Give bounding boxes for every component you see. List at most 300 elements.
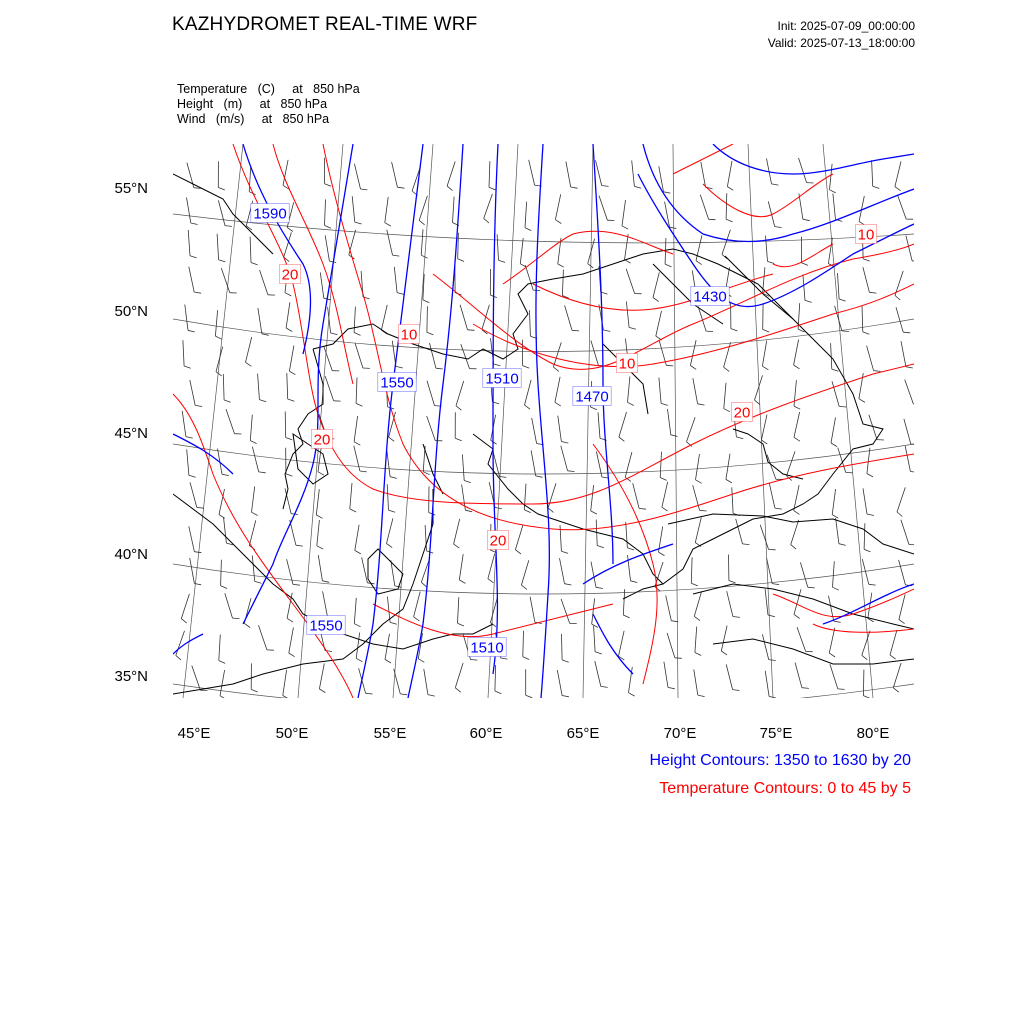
wind-barb	[700, 195, 708, 220]
wind-barb-feather	[471, 660, 478, 661]
lon-label-45: 45°E	[177, 725, 211, 742]
wind-barb-feather	[219, 260, 226, 262]
wind-barb-feather	[666, 365, 673, 366]
wind-barb-feather	[794, 614, 800, 618]
wind-barb-feather	[668, 687, 675, 688]
wind-barb	[832, 489, 835, 515]
wind-barb-feather	[698, 695, 705, 697]
valid-time: Valid: 2025-07-13_18:00:00	[767, 36, 915, 50]
wind-barb-feather	[670, 227, 677, 228]
wind-barb-feather	[591, 511, 597, 514]
wind-barb-feather	[726, 219, 733, 222]
wind-barb	[555, 377, 560, 403]
wind-barb	[387, 484, 388, 510]
wind-barb	[252, 447, 258, 472]
height-contour-label: 1510	[485, 370, 519, 388]
wind-barb	[453, 197, 455, 223]
height-contour-label: 1550	[309, 617, 343, 635]
wind-barb-feather	[286, 438, 293, 440]
height-contour-label: 1470	[575, 388, 609, 406]
wind-barb-feather	[190, 256, 197, 258]
wind-barb-feather	[590, 407, 596, 410]
wind-barb-feather	[287, 618, 293, 622]
wind-barb	[460, 305, 467, 330]
wind-barb	[427, 306, 428, 332]
wind-barb	[901, 520, 909, 545]
wind-barb-feather	[768, 261, 775, 263]
wind-barb	[459, 554, 463, 580]
wind-barb-feather	[195, 405, 202, 406]
wind-barb-feather	[219, 515, 225, 519]
wind-barb	[392, 162, 398, 187]
wind-barb-feather	[225, 226, 232, 227]
wind-barb	[226, 409, 235, 434]
wind-barb	[666, 595, 672, 620]
init-time: Init: 2025-07-09_00:00:00	[777, 19, 915, 33]
wind-barb	[724, 342, 731, 367]
wind-barb-feather	[464, 481, 471, 483]
wind-barb-feather	[733, 690, 740, 691]
wind-barb	[893, 663, 901, 688]
wind-barb-feather	[831, 443, 837, 447]
wind-barb	[548, 483, 556, 508]
wind-barb-feather	[803, 219, 810, 221]
wind-barb-feather	[743, 544, 750, 545]
wind-barb	[626, 269, 634, 294]
wind-barb	[863, 670, 864, 696]
wind-barb-feather	[595, 652, 602, 654]
lat-label-35: 35°N	[114, 668, 148, 685]
wind-barb	[285, 412, 286, 438]
wind-barb	[484, 194, 493, 219]
wind-barb	[799, 158, 807, 183]
wind-barb	[864, 523, 865, 549]
wind-barb	[387, 518, 393, 543]
wind-barb	[905, 380, 914, 405]
wind-barb-feather	[184, 366, 191, 368]
wind-barb-feather	[250, 441, 256, 444]
wind-barb-feather	[601, 686, 608, 687]
wind-barb-feather	[293, 584, 300, 585]
wind-barb	[252, 556, 254, 582]
wind-barb	[325, 235, 329, 261]
wind-barb-feather	[421, 255, 427, 258]
wind-barb-feather	[219, 661, 225, 664]
wind-barb-feather	[499, 260, 506, 262]
wind-barb	[803, 275, 805, 301]
wind-barb	[732, 487, 733, 513]
wind-barb-feather	[627, 548, 634, 550]
wind-barb	[904, 419, 911, 444]
wind-barb	[695, 517, 701, 542]
wind-barb-feather	[523, 657, 529, 660]
wind-barb-feather	[397, 187, 404, 188]
wind-barb	[529, 160, 535, 185]
wind-barb	[833, 194, 836, 220]
wind-barb	[591, 485, 594, 511]
wind-barb	[249, 520, 256, 545]
wind-barb	[525, 202, 527, 228]
wind-barb	[899, 560, 906, 585]
wind-barb	[355, 525, 359, 551]
wind-barb-feather	[397, 293, 404, 295]
wind-barb-feather	[724, 409, 730, 412]
wind-barb-feather	[568, 471, 575, 472]
wind-barb	[794, 380, 796, 406]
wind-barb	[352, 196, 355, 222]
wind-barb	[633, 483, 639, 508]
temperature-contour-label: 20	[313, 431, 331, 449]
wind-barb-feather	[863, 259, 870, 261]
wind-barb-feather	[325, 225, 331, 228]
wind-barb	[424, 669, 428, 695]
wind-barb	[832, 381, 839, 406]
wind-barb-feather	[501, 658, 508, 659]
wind-barb-feather	[361, 189, 368, 190]
wind-barb	[394, 669, 401, 694]
wind-barb-feather	[548, 508, 553, 512]
wind-barb-feather	[389, 437, 395, 441]
wind-barb-feather	[838, 689, 845, 690]
wind-barb	[356, 377, 357, 403]
height-contours	[173, 144, 914, 698]
wind-barb-feather	[763, 329, 770, 332]
wind-barb	[619, 631, 625, 656]
wind-barb	[355, 343, 363, 368]
wind-barb	[594, 626, 596, 652]
wind-barb	[530, 597, 535, 623]
wind-barb-feather	[832, 369, 839, 371]
wind-barb-feather	[283, 696, 289, 699]
wind-barb-feather	[526, 695, 533, 698]
lon-label-50: 50°E	[275, 725, 309, 742]
wind-barb-feather	[653, 298, 659, 302]
wind-barb-feather	[316, 515, 322, 518]
height-legend: Height Contours: 1350 to 1630 by 20	[649, 752, 911, 769]
wind-barb	[489, 161, 490, 187]
wind-barb	[653, 272, 659, 297]
temperature-contours	[173, 144, 914, 698]
wind-barb	[628, 377, 630, 403]
wind-barb	[287, 559, 293, 584]
wind-barb	[833, 561, 835, 587]
wind-barb	[562, 270, 563, 296]
wind-barb-feather	[890, 655, 896, 659]
wind-barb-feather	[572, 330, 579, 331]
wind-barb	[591, 562, 596, 588]
wind-barb	[769, 483, 775, 508]
wind-barb	[727, 591, 733, 616]
wind-barb-feather	[194, 552, 201, 553]
wind-barb-feather	[488, 579, 494, 583]
wind-barb-feather	[356, 403, 362, 406]
wind-barb	[625, 234, 629, 260]
wind-barb-feather	[255, 581, 262, 583]
wind-barb	[414, 592, 421, 617]
wind-barb	[901, 341, 906, 367]
wind-barb-feather	[794, 365, 800, 369]
map-canvas	[173, 144, 914, 698]
wind-barb	[224, 517, 227, 543]
wind-barb-feather	[366, 693, 373, 694]
wind-barb-feather	[772, 584, 779, 585]
wind-barb-feather	[623, 615, 629, 618]
wind-barb-feather	[791, 545, 796, 550]
wind-barb-feather	[189, 475, 196, 477]
wind-barb	[724, 383, 726, 409]
wind-barb	[562, 634, 563, 660]
wind-barb	[387, 230, 393, 255]
wind-barb-feather	[671, 435, 678, 437]
wind-barb	[190, 482, 197, 507]
wind-barb-feather	[289, 371, 295, 375]
wind-barb	[872, 160, 873, 186]
wind-barb-feather	[286, 328, 292, 332]
wind-barb-feather	[839, 299, 846, 301]
wind-barb	[664, 662, 668, 688]
wind-barb-feather	[354, 442, 360, 445]
wind-barb	[794, 589, 801, 614]
wind-barb-feather	[421, 582, 426, 587]
wind-barb-feather	[873, 186, 880, 188]
wind-barb-feather	[874, 371, 881, 372]
wind-barb-feather	[285, 293, 291, 296]
field-wind: Wind (m/s) at 850 hPa	[177, 112, 330, 126]
wind-barb-feather	[181, 619, 186, 624]
wind-barb-feather	[233, 618, 240, 619]
wind-barb-feather	[619, 437, 625, 441]
wind-barb-feather	[188, 330, 195, 332]
wind-barb	[897, 487, 905, 512]
wind-barb-feather	[389, 510, 396, 512]
wind-barb-feather	[696, 480, 702, 484]
wind-barb-feather	[418, 659, 424, 663]
wind-barb-feather	[629, 693, 635, 696]
wind-barb-feather	[220, 696, 226, 698]
wind-barb-feather	[839, 544, 846, 546]
wind-barb	[619, 412, 627, 437]
wind-barb-feather	[350, 509, 356, 512]
wind-barb-feather	[319, 689, 325, 693]
wind-barb-feather	[691, 583, 698, 586]
wind-barb-feather	[897, 512, 902, 517]
wind-barb-feather	[176, 655, 181, 660]
wind-barb-feather	[459, 580, 465, 584]
wind-barb-feather	[325, 184, 332, 187]
wind-barb	[791, 520, 799, 545]
wind-barb	[318, 555, 322, 581]
wind-barb-feather	[805, 300, 812, 302]
temperature-contour-label: 10	[857, 226, 875, 244]
wind-barb	[622, 200, 626, 226]
wind-barb-feather	[423, 300, 429, 303]
wind-barb	[766, 236, 768, 262]
wind-barb	[762, 634, 768, 659]
wind-barb	[596, 160, 602, 185]
wind-barb-feather	[596, 587, 603, 588]
wind-barb	[765, 671, 769, 697]
wind-barb	[515, 525, 523, 550]
wind-barb	[216, 347, 223, 372]
wind-barb-feather	[318, 472, 324, 475]
wind-barb-feather	[733, 617, 740, 618]
wind-barb-feather	[834, 621, 841, 622]
wind-barb	[525, 380, 532, 405]
wind-barb-feather	[495, 508, 502, 509]
wind-barb-feather	[455, 688, 461, 692]
wind-barb	[181, 594, 189, 619]
wind-barb-feather	[458, 623, 464, 626]
wind-barb	[354, 164, 360, 189]
wind-barb-feather	[565, 584, 572, 585]
wind-barb-feather	[794, 437, 800, 441]
wind-barb	[190, 380, 195, 406]
temperature-contour-label: 10	[400, 326, 418, 344]
wind-barb	[532, 418, 537, 444]
wind-barb	[557, 670, 562, 696]
wind-barb-feather	[194, 292, 201, 293]
wind-barb-feather	[622, 226, 628, 229]
wind-barb	[867, 346, 874, 371]
wind-barb-feather	[456, 406, 461, 410]
wind-barb-feather	[419, 220, 424, 224]
wind-barb-feather	[863, 332, 870, 334]
wind-barb	[381, 305, 387, 330]
wind-barb-feather	[808, 587, 815, 588]
wind-barb-feather	[523, 366, 530, 369]
wind-barb-feather	[794, 406, 800, 409]
wind-barb-feather	[356, 658, 362, 661]
wind-barb	[462, 455, 464, 481]
wind-barb	[458, 597, 459, 623]
wind-barb-feather	[400, 694, 407, 695]
wind-barb-feather	[561, 551, 568, 553]
wind-barb-feather	[628, 402, 634, 405]
wind-barb	[863, 267, 870, 292]
wind-barb	[287, 373, 288, 399]
wind-barb-feather	[396, 366, 403, 368]
wind-barb-feather	[869, 292, 876, 293]
wind-barb	[525, 265, 533, 290]
wind-barb-feather	[726, 479, 732, 483]
wind-barb-feather	[393, 255, 400, 256]
wind-barb	[895, 161, 901, 186]
wind-barb-feather	[322, 581, 329, 583]
wind-barb	[285, 488, 291, 513]
wind-barb	[189, 267, 194, 292]
wind-barb	[561, 599, 570, 624]
wind-barb	[626, 302, 629, 328]
wind-barb	[183, 340, 184, 366]
wind-barb	[591, 341, 599, 366]
wind-barb-feather	[558, 264, 564, 267]
wind-barb-feather	[769, 660, 776, 661]
wind-barb-feather	[355, 222, 362, 224]
wind-barb	[558, 416, 562, 442]
wind-barb-feather	[458, 259, 464, 262]
wind-barb-feather	[775, 508, 782, 509]
lon-label-70: 70°E	[663, 725, 697, 742]
wind-barb-feather	[802, 263, 809, 266]
wind-barb-feather	[287, 227, 293, 231]
wind-barb-feather	[489, 187, 495, 190]
field-height: Height (m) at 850 hPa	[177, 97, 328, 111]
wind-barb	[690, 340, 696, 365]
wind-barb	[182, 411, 186, 437]
wind-barb-feather	[869, 584, 876, 585]
wind-barb	[565, 305, 572, 330]
wind-barb-feather	[244, 623, 250, 627]
wind-barb	[325, 199, 326, 225]
wind-barb	[626, 522, 628, 548]
wind-barb-feather	[259, 400, 266, 402]
wind-barb-feather	[867, 474, 873, 477]
wind-barb	[660, 452, 661, 478]
wind-barb-feather	[484, 218, 489, 223]
wind-barb-feather	[197, 507, 204, 508]
wind-barb	[427, 416, 436, 441]
wind-barb-feather	[427, 332, 434, 335]
wind-barb-feather	[215, 336, 221, 339]
wind-barb	[490, 598, 497, 623]
wind-barb-feather	[561, 442, 568, 444]
wind-barb	[259, 625, 267, 650]
wind-barb-feather	[690, 366, 696, 370]
wind-barb-feather	[331, 333, 338, 335]
wind-barb	[419, 196, 427, 221]
wind-barb-feather	[727, 187, 733, 191]
wind-barb	[667, 633, 675, 658]
wind-barb-feather	[387, 544, 393, 548]
wind-barb-feather	[706, 331, 713, 332]
wind-barb	[495, 665, 496, 691]
wind-barb-feather	[515, 550, 521, 554]
wind-barb	[356, 633, 360, 659]
wind-barb	[623, 589, 624, 615]
wind-barb-feather	[731, 329, 738, 331]
wind-barb-feather	[675, 658, 682, 659]
wind-barb	[727, 161, 732, 187]
wind-barb	[192, 666, 201, 691]
wind-barb	[799, 194, 803, 220]
wind-barb-feather	[695, 653, 701, 656]
wind-barb-feather	[769, 696, 776, 698]
wind-barb	[694, 669, 698, 695]
wind-barb	[387, 451, 390, 477]
wind-barb-feather	[221, 586, 228, 589]
wind-barb	[523, 631, 524, 657]
wind-barb	[765, 589, 768, 615]
wind-barb-feather	[736, 437, 743, 439]
country-boundaries	[173, 174, 914, 694]
wind-barb-feather	[385, 223, 391, 226]
wind-barb	[828, 238, 832, 264]
wind-barb	[838, 273, 840, 299]
wind-barb-feather	[455, 438, 462, 441]
wind-barb	[286, 302, 290, 328]
wind-barb-feather	[772, 184, 779, 185]
wind-barb-feather	[571, 187, 578, 188]
wind-barb-feather	[696, 261, 702, 265]
wind-barb	[721, 626, 727, 651]
wind-barb-feather	[661, 403, 668, 405]
wind-barb-feather	[694, 616, 700, 620]
wind-barb-feather	[755, 400, 760, 405]
wind-barb-feather	[862, 655, 867, 659]
wind-barb-feather	[246, 362, 252, 366]
wind-barb	[726, 193, 727, 219]
wind-barb-feather	[895, 296, 900, 301]
